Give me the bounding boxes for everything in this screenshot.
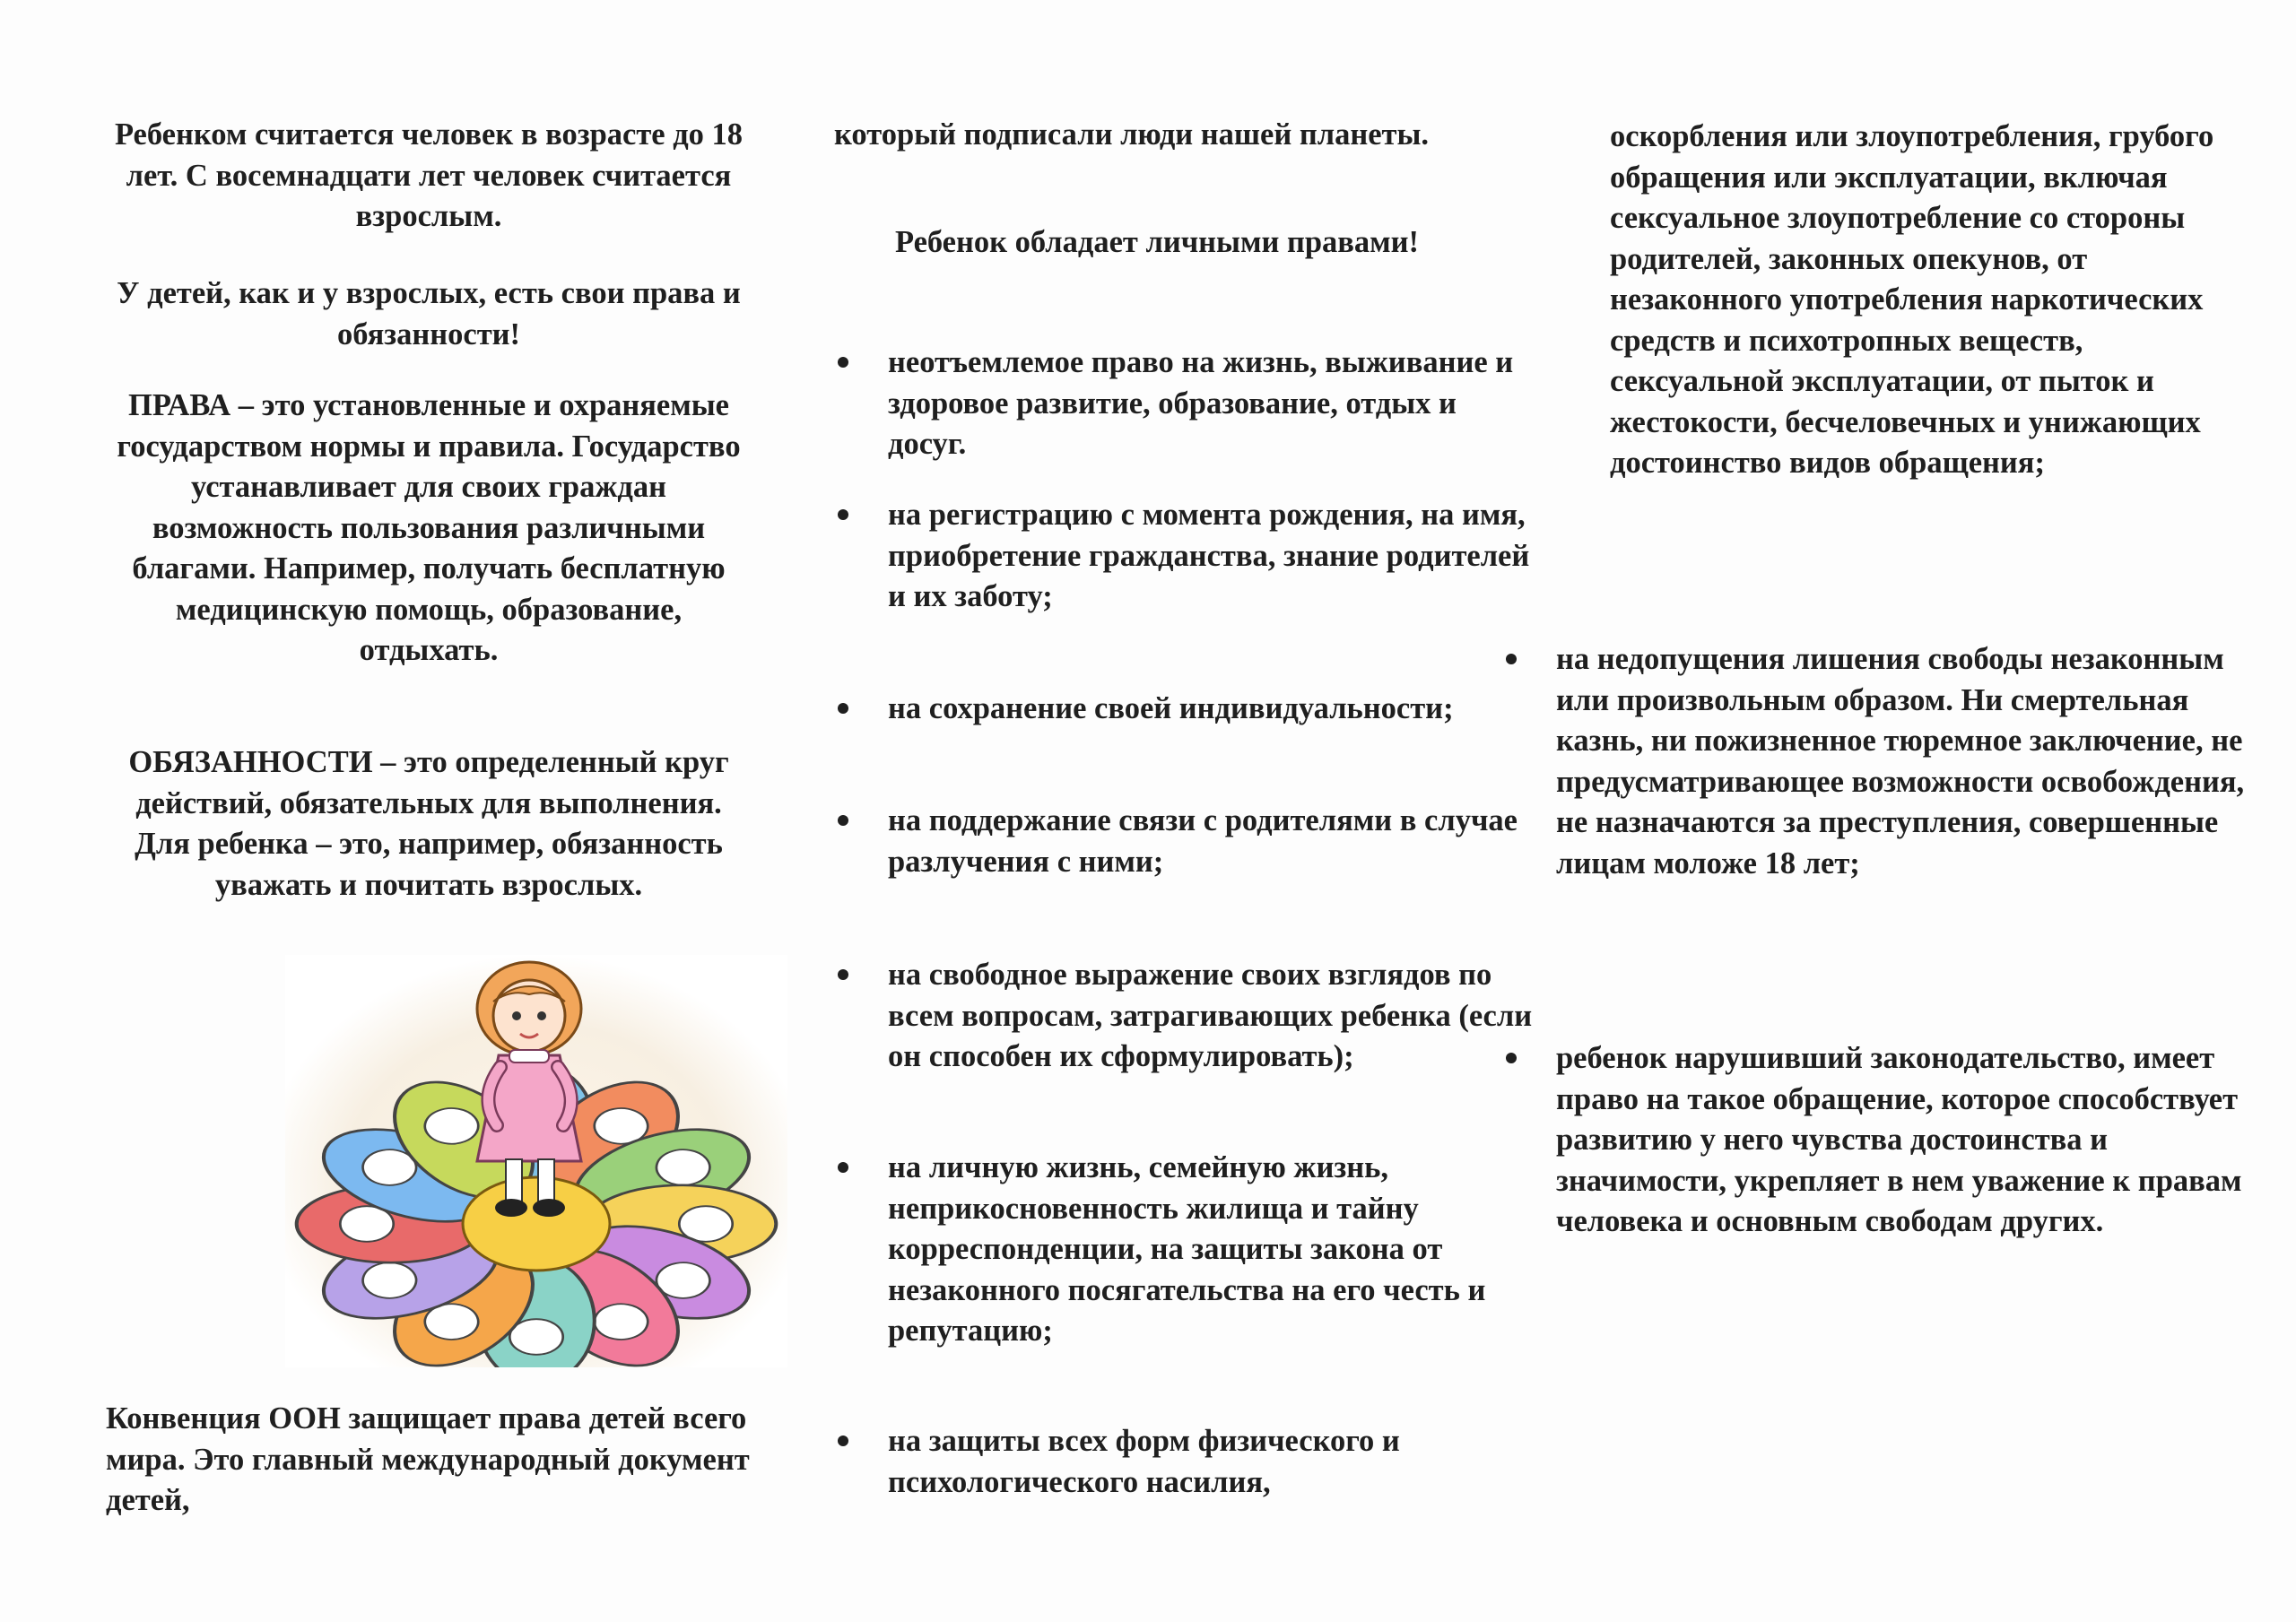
duties-definition: ОБЯЗАННОСТИ – это определенный круг действий, обязательных для выполнения. Для ребенка – это, например, обязанность уважать и почитать взрослых. [128,745,729,902]
list-item: на личную жизнь, семейную жизнь, неприкосновенность жилища и тайну корреспонденции, на защиты закона от незаконного посягательства на его честь и репутацию; [834,1148,1534,1352]
list-item: на свободное выражение своих взглядов по всем вопросам, затрагивающих ребенка (если он способен их сформулировать); [834,955,1534,1078]
personal-rights-heading: Ребенок обладает личными правами! [894,225,1420,259]
convention-paragraph: Конвенция ООН защищает права детей всего мира. Это главный международный документ детей, [106,1401,750,1517]
convention-continuation: который подписали люди нашей планеты. [834,117,1430,152]
bullet-icon [1506,654,1517,664]
intro-paragraph: Ребенком считается человек в возрасте до 18 лет. С восемнадцати лет человек считается взрослым. [114,117,744,233]
list-item: на недопущения лишения свободы незаконным или произвольным образом. Ни смертельная казнь, ни пожизненное тюремное заключение, не предусматривающее возможности освобождения, не назначаются за преступления, совершенные лицам моложе 18 лет; [1502,639,2256,884]
violence-continuation: оскорбления или злоупотребления, грубого обращения или эксплуатации, включая сексуальное злоупотребление со стороны родителей, законных опекунов, от незаконного употребления наркотических средств и психотропных веществ, сексуальной эксплуатации, от пыток и жестокости, бесчеловечных и унижающих достоинство видов обращения; [1610,119,2214,480]
rights-definition: ПРАВА – это установленные и охраняемые государством нормы и правила. Государство устанавливает для своих граждан возможность пользования различными благами. Например, получать бесплатную медицинскую помощь, образование, отдыхать. [117,388,741,667]
list-item: на защиты всех форм физического и психологического насилия, [834,1421,1534,1503]
list-item: ребенок нарушивший законодательство, имеет право на такое обращение, которое способствует развитию у него чувства достоинства и значимости, укрепляет в нем уважение к правам человека и основным свободам других. [1502,1038,2256,1243]
bullet-icon [838,509,848,520]
rights-heading: У детей, как и у взрослых, есть свои права и обязанности! [117,276,741,351]
list-item: на поддержание связи с родителями в случае разлучения с ними; [834,801,1534,882]
child-on-flower-illustration [285,955,787,1367]
list-item: на регистрацию с момента рождения, на имя, приобретение гражданства, знание родителей и их заботу; [834,495,1534,618]
bullet-icon [838,1436,848,1446]
bullet-icon [838,969,848,980]
list-item: неотъемлемое право на жизнь, выживание и здоровое развитие, образование, отдых и досуг. [834,343,1534,465]
bullet-icon [1506,1053,1517,1063]
flower-illustration-icon [285,955,787,1367]
bullet-icon [838,815,848,826]
bullet-icon [838,357,848,368]
bullet-icon [838,703,848,714]
list-item: на сохранение своей индивидуальности; [834,689,1534,730]
flower-center [463,1177,610,1271]
bullet-icon [838,1162,848,1173]
